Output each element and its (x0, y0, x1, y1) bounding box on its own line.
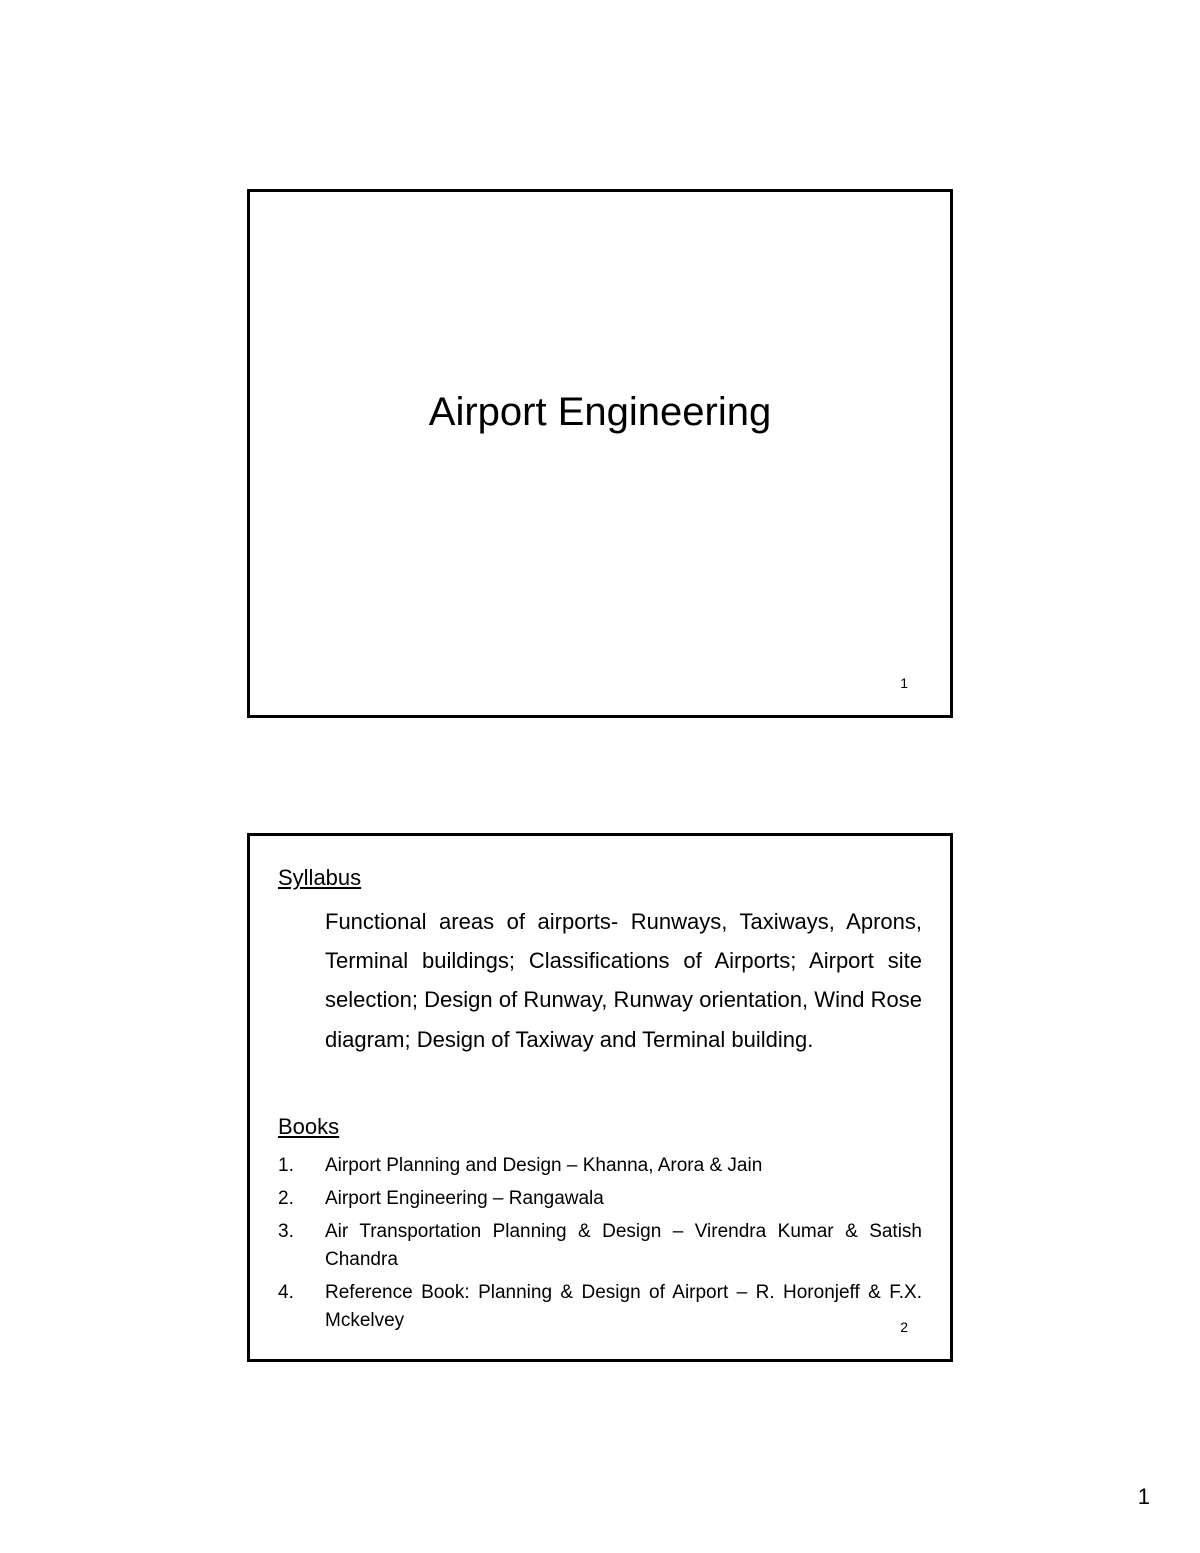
book-list (278, 1152, 922, 1340)
slide-number: 1 (900, 675, 908, 691)
list-item (278, 1279, 922, 1335)
books-heading: Books (278, 1114, 340, 1139)
list-item (278, 1152, 922, 1180)
list-item-number: 1. (278, 1155, 294, 1176)
list-item-text: Airport Planning and Design – Khanna, Arora & Jain (325, 1155, 763, 1176)
list-item-text: Airport Engineering – Rangawala (325, 1188, 604, 1209)
syllabus-heading: Syllabus (278, 865, 362, 890)
list-item-number: 4. (278, 1282, 294, 1303)
list-item-text: Reference Book: Planning & Design of Airport – R. Horonjeff & F.X. Mckelvey (325, 1282, 922, 1331)
slide-title: Airport Engineering (428, 390, 772, 434)
list-item-number: 3. (278, 1221, 294, 1242)
slide-2 (247, 833, 953, 1362)
slide-1 (247, 189, 953, 718)
syllabus-text: Functional areas of airports- Runways, Taxiways, Aprons, Terminal buildings; Classifications of Airports; Airport site selection; Design of Runway, Runway orientation, Wind Rose diagram; Design of Taxiway and Terminal building. (325, 909, 922, 1052)
page-number: 1 (1137, 1484, 1150, 1509)
list-item (278, 1218, 922, 1274)
list-item (278, 1185, 922, 1213)
list-item-text: Air Transportation Planning & Design – Virendra Kumar & Satish Chandra (325, 1221, 922, 1270)
slide-number: 2 (900, 1319, 908, 1335)
list-item-number: 2. (278, 1188, 294, 1209)
